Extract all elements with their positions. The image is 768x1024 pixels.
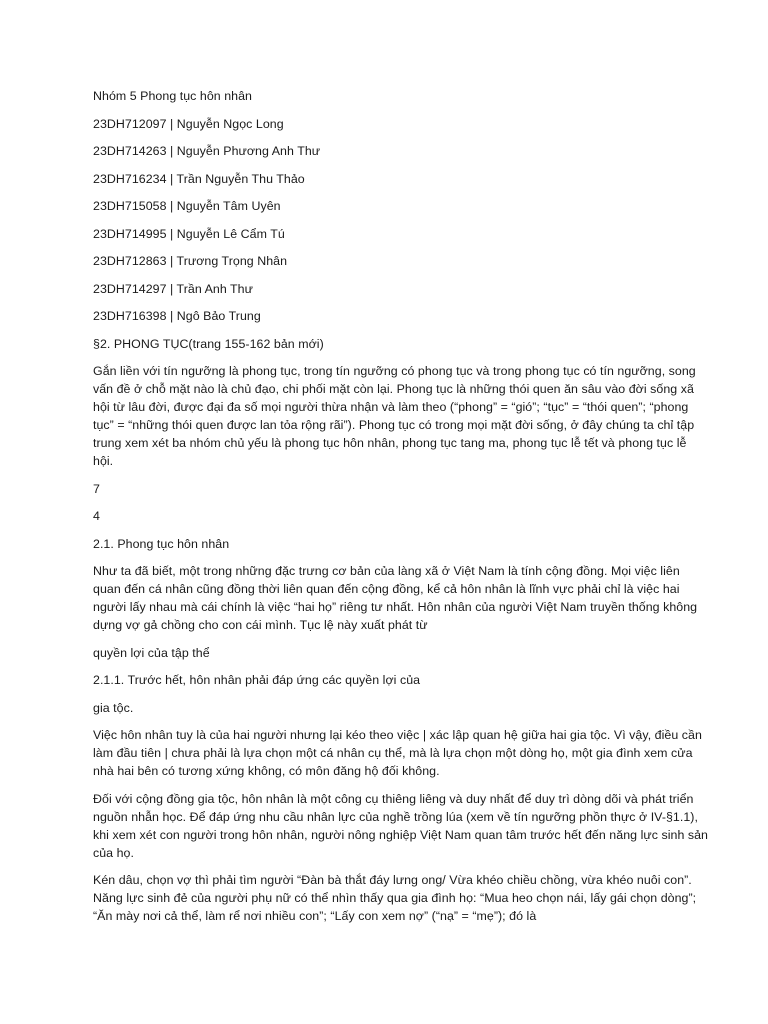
clan-relation-paragraph: Việc hôn nhân tuy là của hai người nhưng lại kéo theo việc | xác lập quan hệ giữa hai gia tộc. Vì vậy, điều cần làm đầu tiên | chưa phải là lựa chọn một cá nhân cụ thể, mà là lựa chọn một dòng họ, một gia đình xem cửa nhà hai bên có tương xứng không, có môn đăng hộ đối không. [93, 728, 702, 778]
member-line-6: 23DH712863 | Trương Trọng Nhân [93, 254, 288, 268]
lineage-paragraph: Đối với cộng đồng gia tộc, hôn nhân là một công cụ thiêng liêng và duy nhất để duy trì dòng dõi và phát triển nguồn nhẫn học. Để đáp ứng nhu cầu nhân lực của nghề trồng lúa (xem về tín ngưỡng phồn thực ở IV-§1.1), khi xem xét con người trong hôn nhân, người nông nghiệp Việt Nam quan tâm trước hết đến năng lực sinh sản của họ. [93, 791, 709, 860]
subsection-heading: 2.1. Phong tục hôn nhân [93, 536, 230, 551]
group-title: Nhóm 5 Phong tục hôn nhân [93, 89, 253, 103]
intro-paragraph: Gắn liền với tín ngưỡng là phong tục, trong tín ngưỡng có phong tục và trong phong tục có tín ngưỡng, song vấn đề ở chỗ mặt nào là chủ đạo, chi phối mặt còn lại. Phong tục là những thói quen ăn sâu vào đời sống xã hội từ lâu đời, được đại đa số mọi người thừa nhận và làm theo (“phong” = “gió”; “tục” = “thói quen”; “phong tục” = “những thói quen được lan tỏa rộng rãi”). Phong tục có trong mọi mặt đời sống, ở đây chúng ta chỉ tập trung xem xét ba nhóm chủ yếu là phong tục hôn nhân, phong tục tang ma, phong tục lễ tết và phong tục lễ hội. [93, 364, 696, 468]
member-line-1: 23DH712097 | Nguyễn Ngọc Long [93, 116, 284, 131]
section-heading: §2. PHONG TỤC(trang 155-162 bản mới) [93, 336, 324, 351]
page-number-4: 4 [93, 509, 100, 523]
document-body [93, 87, 708, 925]
page-number-7: 7 [93, 481, 100, 496]
community-paragraph: Như ta đã biết, một trong những đặc trưng cơ bản của làng xã ở Việt Nam là tính cộng đồng. Mọi việc liên quan đến cá nhân cũng đồng thời liên quan đến cộng đồng, kể cả hôn nhân là lĩnh vực phải chỉ là việc hai người lấy nhau mà cái chính là việc “hai họ” riêng tư nhất. Hôn nhân của người Việt Nam truyền thống không dựng vợ gả chồng cho con cái mình. Tục lệ này xuất phát từ [93, 564, 698, 632]
member-line-7: 23DH714297 | Trần Anh Thư [93, 281, 253, 296]
subsubsection-heading: 2.1.1. Trước hết, hôn nhân phải đáp ứng các quyền lợi của [93, 673, 421, 687]
collective-rights-line: quyền lợi của tập thể [93, 645, 210, 660]
member-line-4: 23DH715058 | Nguyễn Tâm Uyên [93, 199, 281, 213]
member-line-8: 23DH716398 | Ngô Bảo Trung [93, 309, 261, 323]
member-line-3: 23DH716234 | Trần Nguyễn Thu Thảo [93, 171, 305, 186]
clan-line: gia tộc. [93, 700, 134, 715]
bride-selection-paragraph: Kén dâu, chọn vợ thì phải tìm người “Đàn bà thắt đáy lưng ong/ Vừa khéo chiều chồng, vừa khéo nuôi con”. Năng lực sinh đẻ của người phụ nữ có thể nhìn thấy qua gia đình họ: “Mua heo chọn nái, lấy gái chọn dòng”; “Ăn mày nơi cả thể, làm rể nơi nhiều con”; “Lấy con xem nợ” (“nạ” = “mẹ”); đó là [93, 873, 697, 923]
member-line-5: 23DH714995 | Nguyễn Lê Cẩm Tú [93, 226, 285, 241]
member-line-2: 23DH714263 | Nguyễn Phương Anh Thư [93, 144, 321, 158]
